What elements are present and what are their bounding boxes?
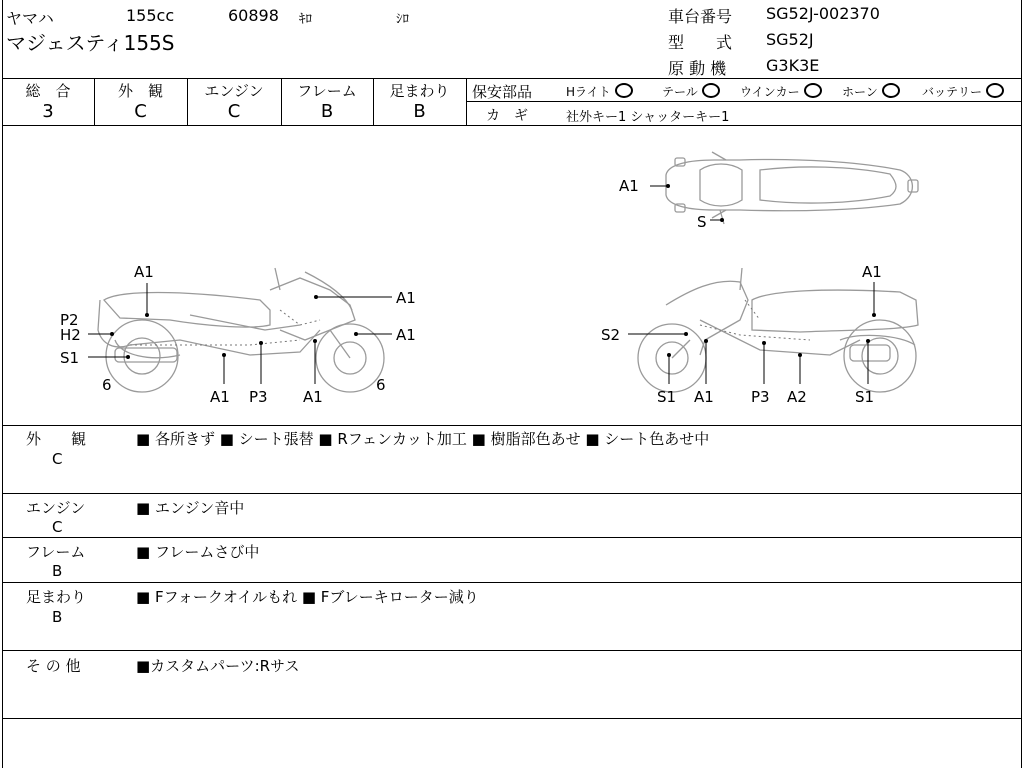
damage-label-right-a1: A1 [694, 388, 714, 406]
damage-label-left-s1: S1 [60, 349, 80, 367]
damage-label-right-a2: A2 [787, 388, 807, 406]
damage-label-left-h2: H2 [60, 326, 81, 344]
circle-mark-icon [615, 83, 633, 98]
grade-suspension-value: B [413, 101, 426, 122]
notes-divider-2 [2, 537, 1022, 538]
note-other-text: ■カスタムパーツ:Rサス [136, 657, 300, 675]
mileage-value: 60898 [228, 6, 279, 25]
grade-frame-value: B [320, 101, 334, 122]
damage-label-left-a1-front: A1 [396, 326, 416, 344]
damage-label-top-a1: A1 [619, 177, 639, 195]
note-engine-text: ■ エンジン音中 [136, 499, 245, 517]
safety-item-name: ウインカー [740, 85, 800, 99]
safety-item-battery [922, 83, 1004, 100]
safety-item-name: Hライト [566, 85, 611, 99]
notes-divider-5 [2, 718, 1022, 719]
safety-item-headlight [566, 83, 633, 100]
col-divider-5 [466, 78, 467, 125]
note-frame-text: ■ フレームさび中 [136, 543, 260, 561]
frame-no-label: 車台番号 [668, 7, 733, 26]
damage-label-left-a1-fork: A1 [303, 388, 323, 406]
damage-diagram [3, 126, 1022, 426]
grade-exterior-label: 外 観 [117, 82, 163, 100]
damage-label-left-a1-floor: A1 [210, 388, 230, 406]
note-frame-label: フレーム [26, 543, 86, 561]
note-engine-grade: C [52, 518, 63, 536]
color: ｼﾛ [396, 12, 409, 27]
mileage-unit: ｷﾛ [299, 12, 312, 27]
displacement: 155cc [126, 6, 175, 25]
circle-mark-icon [986, 83, 1004, 98]
note-suspension-label: 足まわり [26, 588, 87, 606]
damage-label-right-s2: S2 [601, 326, 621, 344]
note-suspension-text: ■ Fフォークオイルもれ ■ Fブレーキローター減り [136, 588, 479, 606]
maker: ヤマハ [6, 9, 54, 28]
safety-divider [467, 101, 1022, 102]
grade-overall-value: 3 [42, 101, 54, 122]
engine-label: 原 動 機 [668, 59, 727, 78]
note-frame-grade: B [52, 562, 63, 580]
damage-label-left-a1-seat: A1 [134, 263, 154, 281]
key-label: カ ギ [486, 108, 528, 124]
note-engine-label: エンジン [26, 499, 86, 517]
grade-overall-label: 総 合 [25, 82, 71, 100]
damage-label-left-p2: P2 [60, 311, 79, 329]
damage-label-right-s1-rear: S1 [855, 388, 875, 406]
note-other-label: そ の 他 [26, 657, 81, 675]
type-label: 型 式 [668, 33, 733, 52]
frame-no: SG52J-002370 [766, 4, 880, 23]
notes-divider-1 [2, 493, 1022, 494]
engine-value: G3K3E [766, 56, 820, 75]
notes-divider-4 [2, 650, 1022, 651]
safety-item-winker [740, 83, 822, 100]
note-exterior-grade: C [52, 450, 63, 468]
circle-mark-icon [804, 83, 822, 98]
damage-label-right-p3: P3 [751, 388, 770, 406]
note-exterior-label: 外 観 [26, 430, 87, 448]
damage-label-left-p3: P3 [249, 388, 268, 406]
key-value: 社外キー1 シャッターキー1 [566, 110, 730, 125]
notes-top-border [2, 425, 1022, 426]
safety-label: 保安部品 [472, 83, 533, 101]
damage-label-right-s1-front: S1 [657, 388, 677, 406]
note-exterior-text: ■ 各所きず ■ シート張替 ■ Rフェンカット加工 ■ 樹脂部色あせ ■ シート色あせ中 [136, 430, 710, 448]
type-value: SG52J [766, 30, 814, 49]
model-name: マジェスティ155S [6, 31, 175, 55]
damage-label-left-a1-shield: A1 [396, 289, 416, 307]
grade-exterior-value: C [134, 101, 147, 122]
damage-label-left-6-rear: 6 [102, 376, 112, 394]
grade-engine-value: C [227, 101, 241, 122]
grade-suspension-label: 足まわり [389, 82, 450, 100]
circle-mark-icon [882, 83, 900, 98]
scooter-left-view [98, 268, 384, 392]
safety-item-name: ホーン [842, 85, 878, 99]
leader-lines [88, 184, 876, 384]
grade-table-top [2, 78, 1022, 79]
safety-item-tail [662, 83, 720, 100]
safety-item-name: テール [662, 85, 698, 99]
circle-mark-icon [702, 83, 720, 98]
damage-label-right-a1-seat: A1 [862, 263, 882, 281]
safety-item-horn [842, 83, 900, 100]
grade-engine-label: エンジン [204, 82, 264, 100]
safety-item-name: バッテリー [922, 85, 983, 99]
scooter-right-view [638, 268, 918, 392]
notes-divider-3 [2, 582, 1022, 583]
grade-frame-label: フレーム [297, 82, 357, 100]
note-suspension-grade: B [52, 608, 63, 626]
damage-label-top-s: S [697, 213, 707, 231]
damage-label-left-6-front: 6 [376, 376, 386, 394]
